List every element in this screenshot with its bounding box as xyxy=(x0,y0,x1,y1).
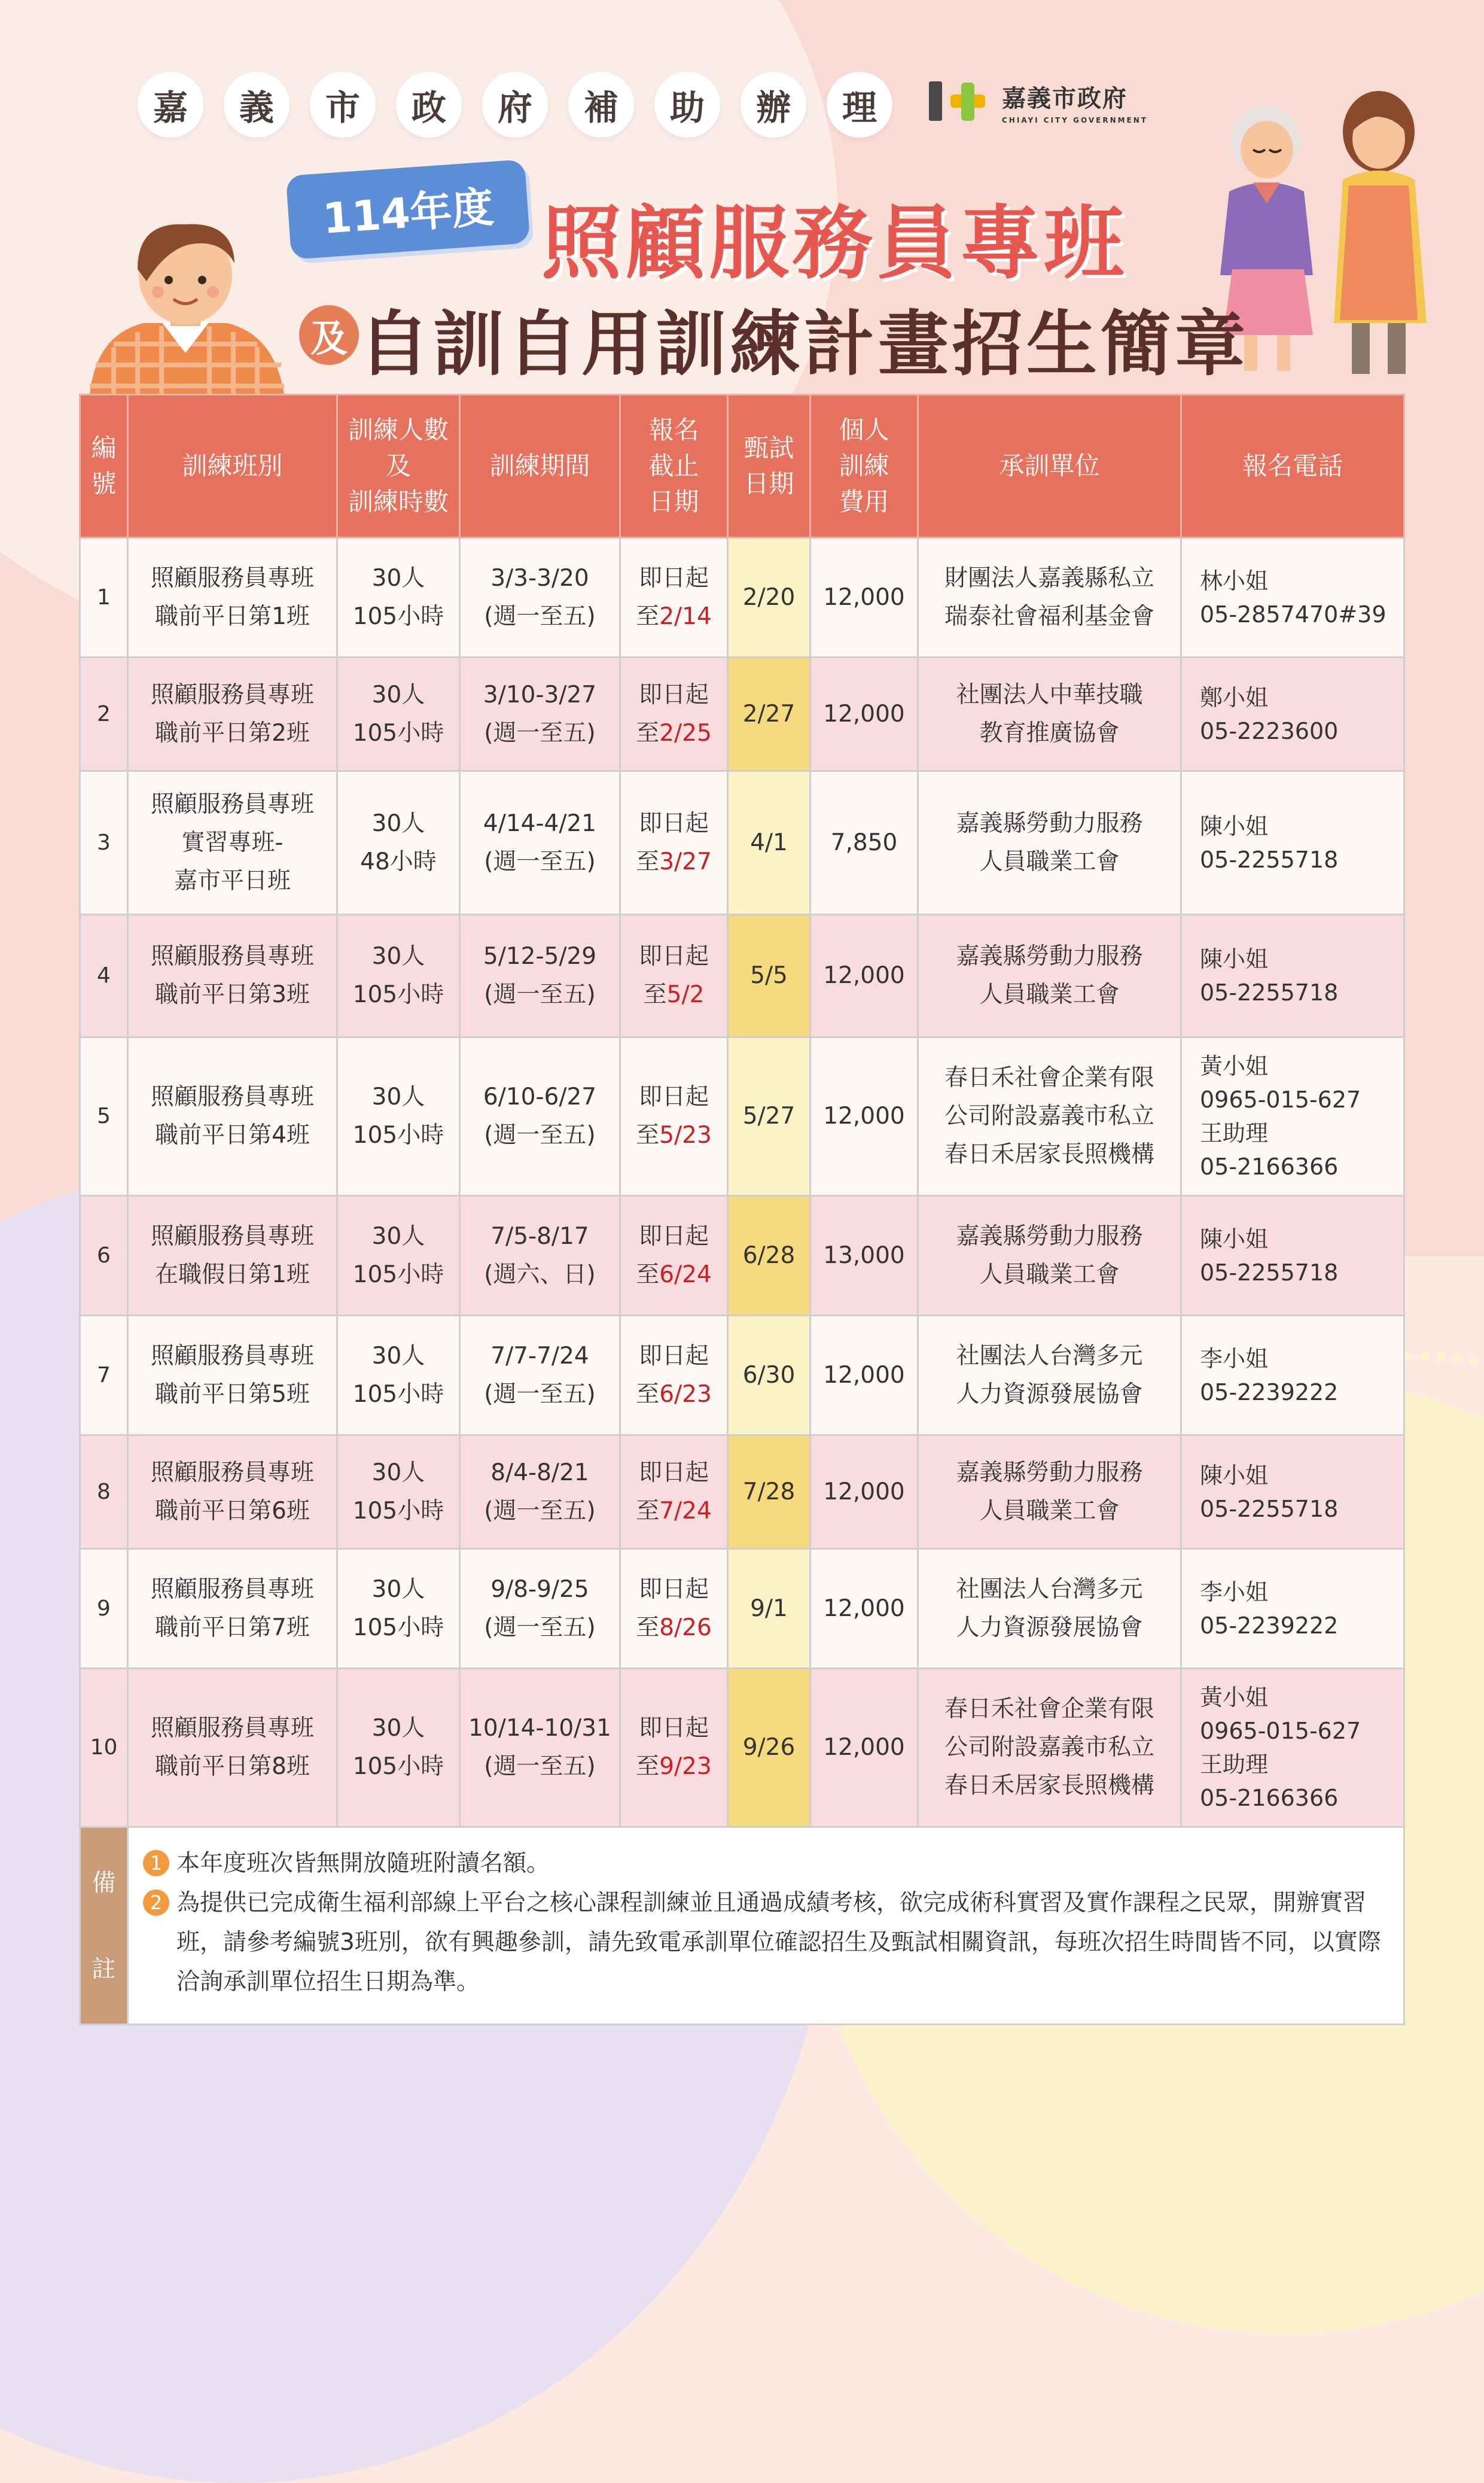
cell-exam-date: 4/1 xyxy=(728,771,810,915)
cell-no: 3 xyxy=(80,771,128,915)
page-subtitle: 自訓自用訓練計畫招生簡章 xyxy=(359,303,1250,385)
table-header-row xyxy=(80,395,1404,538)
cell-class: 照顧服務員專班 職前平日第4班 xyxy=(128,1037,337,1196)
cell-fee: 7,850 xyxy=(810,771,918,915)
cell-fee: 12,000 xyxy=(810,1669,918,1827)
cell-deadline: 即日起 至6/23 xyxy=(620,1316,728,1435)
cell-phone: 陳小姐 05-2255718 xyxy=(1181,915,1404,1037)
cell-people-hours: 30人 105小時 xyxy=(337,1435,460,1549)
gov-name-en: CHIAYI CITY GOVERNMENT xyxy=(1002,115,1148,124)
cell-exam-date: 9/26 xyxy=(728,1669,810,1827)
cell-exam-date: 2/20 xyxy=(728,538,810,658)
notes-body xyxy=(128,1827,1404,2025)
cell-deadline: 即日起 至9/23 xyxy=(620,1669,728,1827)
cell-period: 7/7-7/24 (週一至五) xyxy=(460,1316,620,1435)
subsidy-char: 理 xyxy=(827,72,892,138)
cell-no: 9 xyxy=(80,1549,128,1669)
notes-row xyxy=(80,1827,1404,2025)
cell-period: 7/5-8/17 (週六、日) xyxy=(460,1196,620,1316)
header-class: 訓練班別 xyxy=(128,395,337,538)
header-no: 編 號 xyxy=(80,395,128,538)
table-row xyxy=(80,1669,1404,1827)
header-deadline: 報名 截止 日期 xyxy=(620,395,728,538)
cell-deadline: 即日起 至5/23 xyxy=(620,1037,728,1196)
cell-org: 嘉義縣勞動力服務 人員職業工會 xyxy=(918,915,1181,1037)
man-illustration-icon xyxy=(78,215,293,395)
cell-people-hours: 30人 105小時 xyxy=(337,1196,460,1316)
cell-deadline: 即日起 至8/26 xyxy=(620,1549,728,1669)
cell-no: 5 xyxy=(80,1037,128,1196)
cell-period: 4/14-4/21 (週一至五) xyxy=(460,771,620,915)
subsidy-char: 助 xyxy=(654,72,720,138)
cell-no: 2 xyxy=(80,658,128,771)
cell-period: 5/12-5/29 (週一至五) xyxy=(460,915,620,1037)
subsidy-char: 義 xyxy=(224,72,290,138)
cell-class: 照顧服務員專班 職前平日第8班 xyxy=(128,1669,337,1827)
cell-org: 社團法人中華技職 教育推廣協會 xyxy=(918,658,1181,771)
cell-period: 10/14-10/31 (週一至五) xyxy=(460,1669,620,1827)
cell-exam-date: 6/30 xyxy=(728,1316,810,1435)
cell-no: 10 xyxy=(80,1669,128,1827)
cell-fee: 12,000 xyxy=(810,1037,918,1196)
cell-people-hours: 30人 105小時 xyxy=(337,1669,460,1827)
header-exam: 甄試 日期 xyxy=(728,395,810,538)
cell-no: 1 xyxy=(80,538,128,658)
cell-people-hours: 30人 105小時 xyxy=(337,1316,460,1435)
cell-deadline: 即日起 至3/27 xyxy=(620,771,728,915)
cell-period: 3/10-3/27 (週一至五) xyxy=(460,658,620,771)
table-row xyxy=(80,1037,1404,1196)
cell-class: 照顧服務員專班 職前平日第7班 xyxy=(128,1549,337,1669)
header-org: 承訓單位 xyxy=(918,395,1181,538)
table-row xyxy=(80,658,1404,771)
cell-deadline: 即日起 至2/14 xyxy=(620,538,728,658)
cell-class: 照顧服務員專班 在職假日第1班 xyxy=(128,1196,337,1316)
schedule-table xyxy=(79,394,1405,2025)
cell-org: 嘉義縣勞動力服務 人員職業工會 xyxy=(918,771,1181,915)
header-phone: 報名電話 xyxy=(1181,395,1404,538)
note-number-badge: 2 xyxy=(143,1889,169,1916)
note-item: 1 本年度班次皆無開放隨班附讀名額。 xyxy=(143,1844,1385,1883)
cell-fee: 12,000 xyxy=(810,915,918,1037)
cell-phone: 陳小姐 05-2255718 xyxy=(1181,771,1404,915)
cell-org: 社團法人台灣多元 人力資源發展協會 xyxy=(918,1549,1181,1669)
cell-exam-date: 5/27 xyxy=(728,1037,810,1196)
page-title: 照顧服務員專班 xyxy=(541,197,1128,290)
cell-period: 3/3-3/20 (週一至五) xyxy=(460,538,620,658)
cell-fee: 12,000 xyxy=(810,1435,918,1549)
gov-mark-icon xyxy=(924,78,990,126)
cell-exam-date: 6/28 xyxy=(728,1196,810,1316)
table-row xyxy=(80,1316,1404,1435)
cell-phone: 黃小姐 0965-015-627 王助理 05-2166366 xyxy=(1181,1037,1404,1196)
cell-fee: 13,000 xyxy=(810,1196,918,1316)
cell-people-hours: 30人 48小時 xyxy=(337,771,460,915)
subsidy-char: 政 xyxy=(396,72,462,138)
cell-org: 嘉義縣勞動力服務 人員職業工會 xyxy=(918,1435,1181,1549)
cell-org: 財團法人嘉義縣私立 瑞泰社會福利基金會 xyxy=(918,538,1181,658)
header-period: 訓練期間 xyxy=(460,395,620,538)
cell-no: 6 xyxy=(80,1196,128,1316)
header-fee: 個人 訓練 費用 xyxy=(810,395,918,538)
cell-deadline: 即日起 至2/25 xyxy=(620,658,728,771)
cell-class: 照顧服務員專班 職前平日第1班 xyxy=(128,538,337,658)
cell-fee: 12,000 xyxy=(810,1316,918,1435)
cell-phone: 鄭小姐 05-2223600 xyxy=(1181,658,1404,771)
header-people-hours: 訓練人數 及 訓練時數 xyxy=(337,395,460,538)
cell-org: 社團法人台灣多元 人力資源發展協會 xyxy=(918,1316,1181,1435)
cell-phone: 李小姐 05-2239222 xyxy=(1181,1549,1404,1669)
cell-deadline: 即日起 至7/24 xyxy=(620,1435,728,1549)
cell-class: 照顧服務員專班 實習專班- 嘉市平日班 xyxy=(128,771,337,915)
cell-class: 照顧服務員專班 職前平日第5班 xyxy=(128,1316,337,1435)
cell-phone: 陳小姐 05-2255718 xyxy=(1181,1196,1404,1316)
table-row xyxy=(80,1435,1404,1549)
cell-class: 照顧服務員專班 職前平日第3班 xyxy=(128,915,337,1037)
schedule-table-wrap xyxy=(79,394,1403,2025)
cell-people-hours: 30人 105小時 xyxy=(337,915,460,1037)
cell-no: 8 xyxy=(80,1435,128,1549)
cell-people-hours: 30人 105小時 xyxy=(337,1037,460,1196)
cell-class: 照顧服務員專班 職前平日第2班 xyxy=(128,658,337,771)
cell-period: 6/10-6/27 (週一至五) xyxy=(460,1037,620,1196)
cell-org: 春日禾社會企業有限 公司附設嘉義市私立 春日禾居家長照機構 xyxy=(918,1037,1181,1196)
table-row xyxy=(80,1196,1404,1316)
subsidy-char: 市 xyxy=(310,72,376,138)
cell-phone: 黃小姐 0965-015-627 王助理 05-2166366 xyxy=(1181,1669,1404,1827)
cell-class: 照顧服務員專班 職前平日第6班 xyxy=(128,1435,337,1549)
table-row xyxy=(80,538,1404,658)
table-row xyxy=(80,915,1404,1037)
cell-exam-date: 9/1 xyxy=(728,1549,810,1669)
cell-deadline: 即日起 至5/2 xyxy=(620,915,728,1037)
cell-exam-date: 7/28 xyxy=(728,1435,810,1549)
cell-people-hours: 30人 105小時 xyxy=(337,658,460,771)
year-badge: 114年度 xyxy=(286,159,531,260)
gov-name: 嘉義市政府 xyxy=(1002,84,1128,112)
table-row xyxy=(80,1549,1404,1669)
note-item: 2 為提供已完成衛生福利部線上平台之核心課程訓練並且通過成績考核，欲完成術科實習及實作課程之民眾，開辦實習班，請參考編號3班別，欲有興趣參訓，請先致電承訓單位確認招生及甄試相關資訊，每班次招生時間皆不同，以實際洽詢承訓單位招生日期為準。 xyxy=(143,1883,1385,2002)
subsidy-banner xyxy=(138,72,892,138)
cell-people-hours: 30人 105小時 xyxy=(337,1549,460,1669)
cell-people-hours: 30人 105小時 xyxy=(337,538,460,658)
subsidy-char: 府 xyxy=(482,72,548,138)
cell-no: 7 xyxy=(80,1316,128,1435)
subsidy-char: 辦 xyxy=(741,72,806,138)
cell-phone: 陳小姐 05-2255718 xyxy=(1181,1435,1404,1549)
note-number-badge: 1 xyxy=(143,1850,169,1876)
cell-exam-date: 5/5 xyxy=(728,915,810,1037)
cell-period: 9/8-9/25 (週一至五) xyxy=(460,1549,620,1669)
cell-fee: 12,000 xyxy=(810,658,918,771)
table-row xyxy=(80,771,1404,915)
cell-org: 春日禾社會企業有限 公司附設嘉義市私立 春日禾居家長照機構 xyxy=(918,1669,1181,1827)
cell-org: 嘉義縣勞動力服務 人員職業工會 xyxy=(918,1196,1181,1316)
cell-no: 4 xyxy=(80,915,128,1037)
cell-period: 8/4-8/21 (週一至五) xyxy=(460,1435,620,1549)
title-join-badge: 及 xyxy=(299,305,359,365)
cell-phone: 林小姐 05-2857470#39 xyxy=(1181,538,1404,658)
cell-fee: 12,000 xyxy=(810,1549,918,1669)
subsidy-char: 嘉 xyxy=(138,72,203,138)
cell-phone: 李小姐 05-2239222 xyxy=(1181,1316,1404,1435)
cell-exam-date: 2/27 xyxy=(728,658,810,771)
chiayi-gov-logo xyxy=(924,78,1148,126)
notes-label: 備 註 xyxy=(80,1827,128,2025)
subsidy-char: 補 xyxy=(568,72,634,138)
cell-fee: 12,000 xyxy=(810,538,918,658)
cell-deadline: 即日起 至6/24 xyxy=(620,1196,728,1316)
